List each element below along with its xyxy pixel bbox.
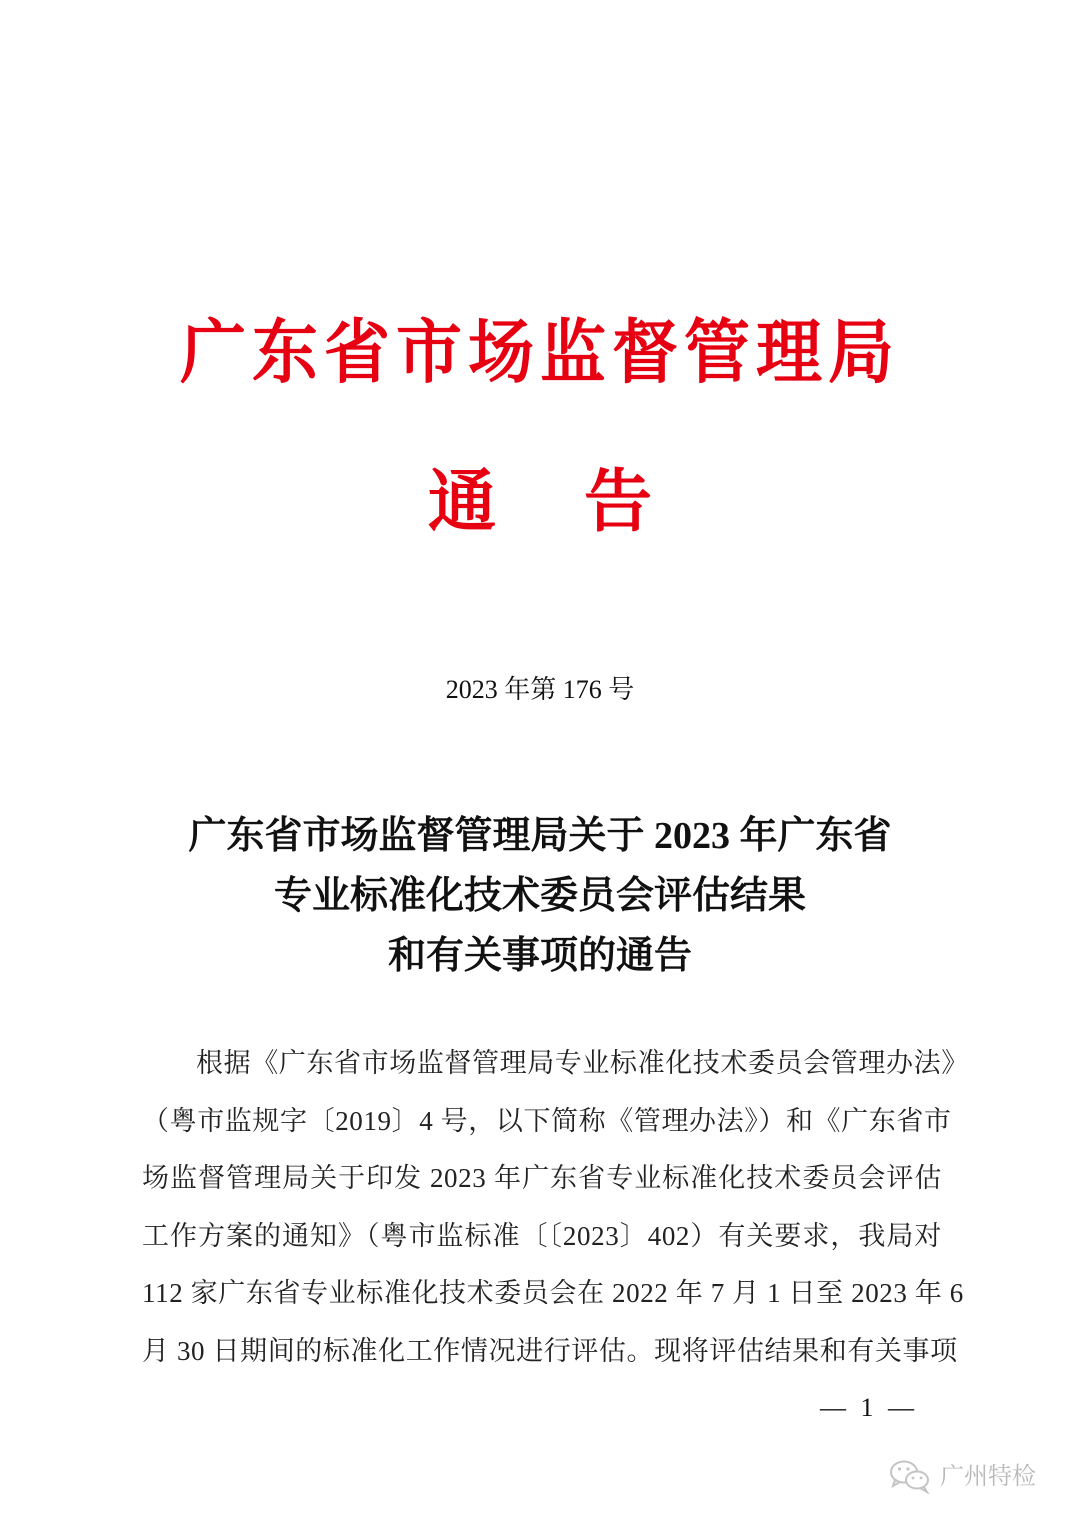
page-number: — 1 — xyxy=(820,1393,914,1422)
subject-line: 和有关事项的通告 xyxy=(387,935,692,977)
watermark-text: 广州特检 xyxy=(940,1462,1036,1490)
body-line: （粤市监规字〔2019〕4 号，以下简称《管理办法》）和《广东省市 xyxy=(142,1105,952,1136)
watermark xyxy=(888,1458,1036,1494)
notice-title-char-2: 告 xyxy=(584,462,653,542)
wechat-icon xyxy=(888,1458,932,1494)
document-body xyxy=(142,1035,969,1380)
notice-title-char-1: 通 xyxy=(427,462,496,542)
body-line: 工作方案的通知》（粤市监标准〔〔2023〕402）有关要求，我局对 xyxy=(142,1220,942,1251)
body-line: 112 家广东省专业标准化技术委员会在 2022 年 7 月 1 日至 2023 年 6 xyxy=(142,1278,964,1308)
subject-line: 专业标准化技术委员会评估结果 xyxy=(273,875,806,917)
document-subject xyxy=(0,806,1080,986)
body-line: 月 30 日期间的标准化工作情况进行评估。现将评估结果和有关事项 xyxy=(142,1335,958,1366)
body-line: 根据《广东省市场监督管理局专业标准化技术委员会管理办法》 xyxy=(196,1048,969,1078)
agency-header: 广东省市场监督管理局 xyxy=(180,311,900,393)
document-number: 2023 年第 176 号 xyxy=(445,675,635,704)
notice-title xyxy=(0,460,1080,544)
subject-line: 广东省市场监督管理局关于 2023 年广东省 xyxy=(188,815,892,857)
body-line: 场监督管理局关于印发 2023 年广东省专业标准化技术委员会评估 xyxy=(142,1163,942,1193)
